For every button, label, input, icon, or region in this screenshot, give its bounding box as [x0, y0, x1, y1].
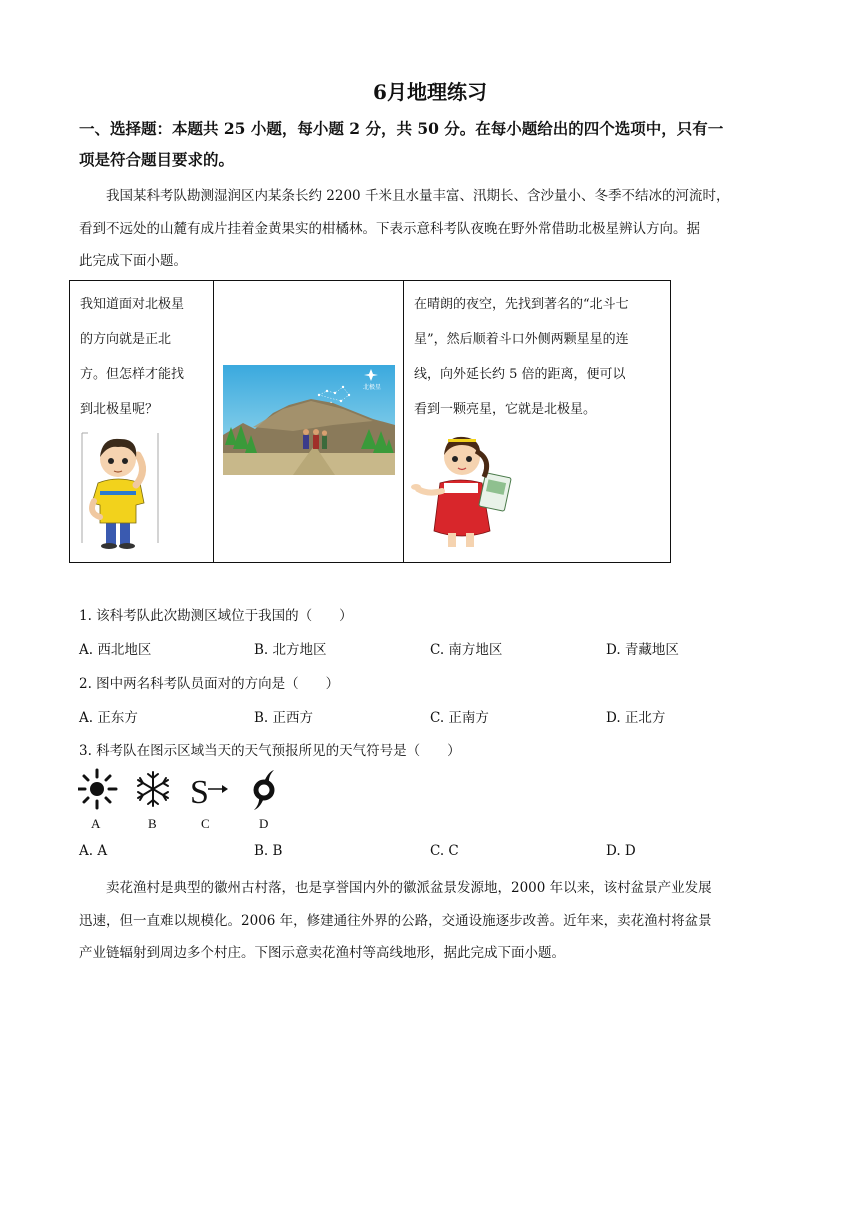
intro1-line: 此完成下面小题。: [79, 253, 187, 269]
polaris-table: [69, 280, 671, 563]
polaris-label: 北极星: [363, 384, 382, 391]
table-cell-scene: [214, 281, 404, 563]
wind-icon: [190, 774, 228, 811]
table-cell-boy: [70, 281, 214, 563]
svg-text:S: S: [190, 774, 209, 811]
q1-option-d[interactable]: D. 青藏地区: [606, 642, 679, 658]
q2-option-d[interactable]: D. 正北方: [606, 710, 666, 726]
question-1-stem: 1. 该科考队此次勘测区域位于我国的（ ）: [79, 608, 353, 624]
q2-option-a[interactable]: A. 正东方: [79, 710, 138, 726]
typhoon-icon: [254, 770, 274, 810]
q3-option-b[interactable]: B. B: [254, 843, 283, 859]
q2-option-c[interactable]: C. 正南方: [430, 710, 489, 726]
question-3-stem: 3. 科考队在图示区域当天的天气预报所见的天气符号是（ ）: [79, 743, 461, 759]
boy-speech: [70, 281, 213, 427]
girl-speech-line: 星”，然后顺着斗口外侧两颗星星的连: [414, 332, 629, 347]
q2-option-b[interactable]: B. 正西方: [254, 710, 314, 726]
boy-speech-line: 到北极星呢？: [80, 402, 159, 417]
symbol-label-d: D: [259, 816, 269, 831]
question-2-stem: 2. 图中两名科考队员面对的方向是（ ）: [79, 676, 340, 692]
intro2-line: 产业链辐射到周边多个村庄。下图示意卖花渔村等高线地形，据此完成下面小题。: [79, 945, 565, 961]
girl-speech-line: 线，向外延长约 5 倍的距离，便可以: [414, 367, 626, 382]
boy-speech-line: 方。但怎样才能找: [80, 367, 185, 382]
section-heading: [79, 113, 779, 175]
sun-icon: [78, 770, 116, 808]
girl-illustration: [410, 431, 518, 551]
table-cell-girl: [404, 281, 671, 563]
intro2-line: 卖花渔村是典型的徽州古村落，也是享誉国内外的徽派盆景发源地，2000 年以来，该村盆景产业发展: [106, 880, 712, 896]
intro-paragraph-1: [79, 180, 781, 278]
girl-speech: [404, 281, 670, 427]
boy-speech-line: 我知道面对北极星: [80, 297, 185, 312]
boy-speech-line: 的方向就是正北: [80, 332, 172, 347]
boy-illustration: [78, 431, 162, 551]
intro2-line: 迅速，但一直难以规模化。2006 年，修建通往外界的公路，交通设施逐步改善。近年来，卖花渔村将盆景: [79, 912, 712, 929]
girl-speech-line: 在晴朗的夜空，先找到著名的“北斗七: [414, 297, 629, 312]
intro1-line: 我国某科考队勘测湿润区内某条长约 2200 千米且水量丰富、汛期长、含沙量小、冬季不结冰的河流时，: [106, 188, 730, 204]
q3-option-a[interactable]: A. A: [79, 843, 108, 859]
night-sky-scene: [223, 365, 395, 475]
section-heading-line1: 一、选择题：本题共 25 小题，每小题 2 分，共 50 分。在每小题给出的四个选项中，只有一: [79, 119, 724, 138]
q3-option-c[interactable]: C. C: [430, 843, 459, 859]
weather-symbols: [78, 768, 288, 838]
symbol-label-b: B: [148, 816, 157, 831]
q1-option-b[interactable]: B. 北方地区: [254, 642, 327, 658]
page-title: 6月地理练习: [373, 80, 487, 104]
q1-option-a[interactable]: A. 西北地区: [79, 642, 152, 658]
q3-option-d[interactable]: D. D: [606, 843, 636, 859]
symbol-label-a: A: [91, 816, 101, 831]
snowflake-icon: [138, 772, 168, 806]
q1-option-c[interactable]: C. 南方地区: [430, 642, 503, 658]
section-heading-line2: 项是符合题目要求的。: [79, 150, 235, 169]
symbol-label-c: C: [201, 816, 210, 831]
girl-speech-line: 看到一颗亮星，它就是北极星。: [414, 402, 597, 417]
intro1-line: 看到不远处的山麓有成片挂着金黄果实的柑橘林。下表示意科考队夜晚在野外常借助北极星辨认方向。据: [79, 220, 700, 237]
intro-paragraph-2: [79, 872, 781, 970]
